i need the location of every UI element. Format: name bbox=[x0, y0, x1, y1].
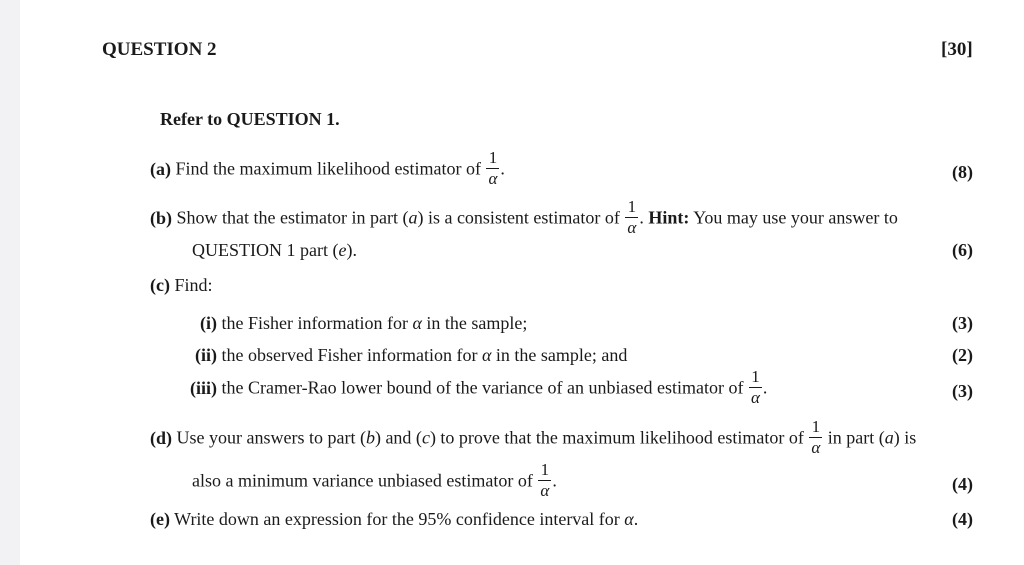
part-b-text: Show that the estimator in part ( bbox=[176, 207, 409, 228]
part-a-text: Find the maximum likelihood estimator of bbox=[175, 158, 481, 179]
part-d-text-cont: in part ( bbox=[827, 427, 885, 448]
item-text: the Fisher information for bbox=[221, 313, 408, 333]
item-label: (i) bbox=[200, 313, 217, 333]
part-c-iii bbox=[190, 369, 767, 410]
part-d-line2 bbox=[192, 462, 557, 503]
part-c-ii bbox=[195, 345, 627, 365]
part-d-text: Use your answers to part ( bbox=[176, 427, 366, 448]
fraction-one-over-alpha bbox=[538, 460, 551, 501]
part-d-line2-text: also a minimum variance unbiased estimator of bbox=[192, 470, 533, 491]
part-c-iii-marks: (3) bbox=[952, 381, 973, 401]
item-text: the observed Fisher information for bbox=[221, 345, 478, 365]
fraction-numerator: 1 bbox=[811, 417, 821, 436]
alpha-symbol: α bbox=[624, 509, 634, 529]
part-d-text-cont: ) to prove that the maximum likelihood estimator of bbox=[429, 427, 804, 448]
part-b-marks: (6) bbox=[952, 240, 973, 260]
part-e bbox=[150, 509, 638, 529]
alpha-symbol: α bbox=[481, 345, 492, 365]
period: . bbox=[639, 207, 644, 228]
hint-label: Hint: bbox=[648, 207, 690, 228]
fraction-numerator: 1 bbox=[540, 460, 550, 479]
period: . bbox=[762, 377, 768, 398]
part-b-line2 bbox=[192, 240, 357, 260]
fraction-denominator: α bbox=[750, 388, 760, 407]
part-d-text-end: ) is bbox=[893, 427, 917, 448]
alpha-symbol: α bbox=[412, 313, 422, 333]
part-a-marks: (8) bbox=[952, 162, 973, 182]
part-c-i bbox=[200, 313, 527, 333]
part-d-text-cont: ) and ( bbox=[374, 427, 422, 448]
fraction-denominator: α bbox=[627, 218, 637, 237]
fraction-denominator: α bbox=[488, 169, 498, 188]
period: . bbox=[633, 509, 639, 529]
part-ref: b bbox=[365, 427, 375, 448]
item-text-cont: in the sample; and bbox=[495, 345, 628, 365]
part-ref: a bbox=[884, 427, 894, 448]
part-c-label: (c) bbox=[150, 275, 170, 295]
item-text-cont: in the sample; bbox=[426, 313, 528, 333]
hint-text: You may use your answer to bbox=[693, 207, 898, 228]
fraction-denominator: α bbox=[811, 438, 821, 457]
item-label: (ii) bbox=[195, 345, 217, 365]
part-d-line1 bbox=[150, 419, 916, 460]
part-b-label: (b) bbox=[150, 207, 172, 228]
part-d-label: (d) bbox=[150, 427, 172, 448]
part-ref: e bbox=[338, 240, 347, 260]
part-c-ii-marks: (2) bbox=[952, 345, 973, 365]
intro-text: Refer to QUESTION 1. bbox=[160, 109, 340, 129]
fraction-one-over-alpha bbox=[486, 148, 499, 189]
part-c-i-marks: (3) bbox=[952, 313, 973, 333]
item-text: the Cramer-Rao lower bound of the variance of an unbiased estimator of bbox=[221, 377, 744, 398]
fraction-one-over-alpha bbox=[625, 197, 638, 238]
part-c bbox=[150, 275, 213, 295]
part-d-marks: (4) bbox=[952, 474, 973, 494]
fraction-numerator: 1 bbox=[488, 148, 498, 167]
part-ref: c bbox=[421, 427, 430, 448]
part-a-label: (a) bbox=[150, 158, 171, 179]
part-e-label: (e) bbox=[150, 509, 170, 529]
fraction-numerator: 1 bbox=[751, 367, 760, 386]
part-e-text: Write down an expression for the 95% confidence interval for bbox=[174, 509, 620, 529]
fraction-one-over-alpha bbox=[809, 417, 822, 458]
part-c-text: Find: bbox=[174, 275, 213, 295]
fraction-one-over-alpha bbox=[749, 367, 762, 408]
part-a bbox=[150, 150, 505, 191]
fraction-numerator: 1 bbox=[627, 197, 637, 216]
period: . bbox=[500, 158, 505, 179]
part-e-marks: (4) bbox=[952, 509, 973, 529]
total-marks: [30] bbox=[941, 39, 973, 60]
part-b-line2-end: ). bbox=[346, 240, 357, 260]
part-b-text-cont: ) is a consistent estimator of bbox=[417, 207, 620, 228]
item-label: (iii) bbox=[190, 377, 217, 398]
period: . bbox=[552, 470, 557, 491]
part-b-line1 bbox=[150, 199, 898, 240]
part-ref: a bbox=[408, 207, 418, 228]
question-title: QUESTION 2 bbox=[102, 39, 217, 60]
part-b-line2-text: QUESTION 1 part ( bbox=[192, 240, 339, 260]
fraction-denominator: α bbox=[540, 481, 550, 500]
question-page bbox=[20, 0, 1024, 565]
